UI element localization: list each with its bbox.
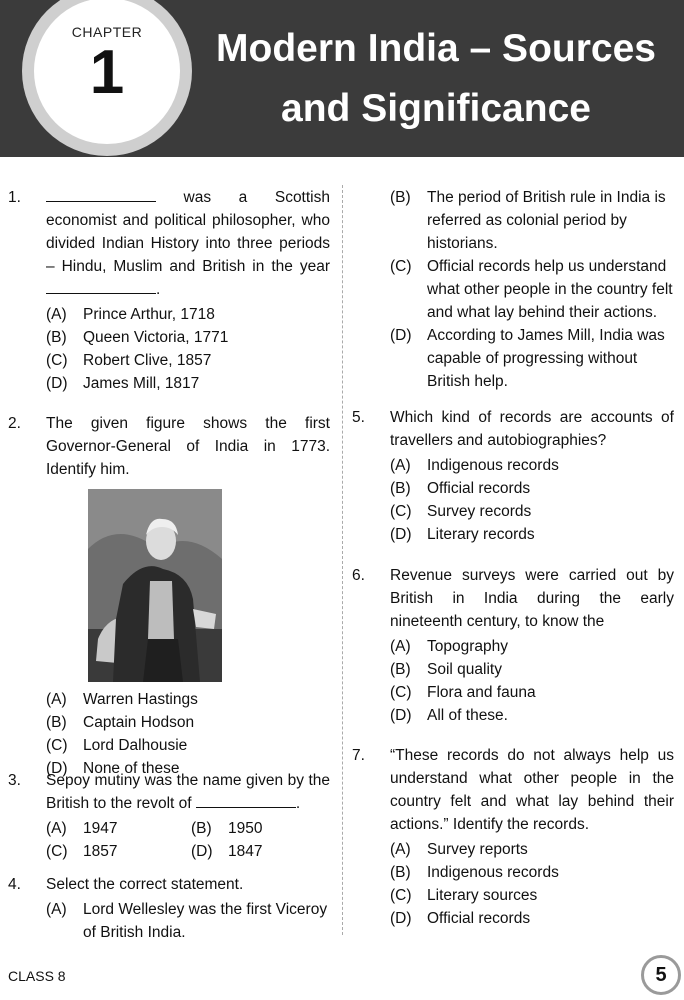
option-b[interactable]	[390, 861, 674, 884]
options-list	[390, 454, 674, 546]
option-text: Official records	[427, 480, 531, 497]
class-label: CLASS 8	[8, 968, 66, 984]
option-d[interactable]	[390, 704, 674, 727]
option-label: (D)	[390, 327, 412, 344]
question-number: 7.	[352, 747, 365, 764]
option-text: Survey reports	[427, 841, 528, 858]
option-label: (C)	[390, 258, 412, 275]
option-text: 1847	[228, 843, 263, 860]
option-label: (A)	[46, 820, 67, 837]
option-a[interactable]	[46, 303, 330, 326]
question-text-end: .	[156, 281, 161, 298]
option-label: (A)	[46, 691, 67, 708]
question-5	[352, 406, 674, 546]
option-text: None of these	[83, 760, 180, 777]
chapter-badge	[34, 0, 180, 144]
option-text: 1950	[228, 820, 263, 837]
option-c[interactable]	[390, 255, 674, 324]
option-a[interactable]	[46, 898, 330, 944]
option-label: (A)	[390, 457, 411, 474]
question-4-continued	[352, 186, 674, 393]
option-text: Soil quality	[427, 661, 502, 678]
option-b[interactable]	[390, 186, 674, 255]
option-d[interactable]	[390, 324, 674, 393]
option-text: Lord Wellesley was the first Viceroy of British India.	[83, 901, 328, 941]
option-text: All of these.	[427, 707, 508, 724]
option-text: Captain Hodson	[83, 714, 195, 731]
question-text-part: Sepoy mutiny was the name given by the British to the revolt of	[46, 772, 330, 812]
option-c[interactable]	[390, 681, 674, 704]
option-label: (B)	[46, 329, 67, 346]
option-text: The period of British rule in India is referred as colonial period by historians.	[427, 189, 666, 252]
option-text: James Mill, 1817	[83, 375, 200, 392]
page-number: 5	[641, 955, 681, 995]
option-text: Survey records	[427, 503, 532, 520]
option-b[interactable]	[390, 658, 674, 681]
option-text: Lord Dalhousie	[83, 737, 188, 754]
question-text: Which kind of records are accounts of travellers and autobiographies?	[390, 409, 674, 449]
option-label: (C)	[390, 887, 412, 904]
option-a[interactable]	[390, 635, 674, 658]
option-text: According to James Mill, India was capable of progressing without British help.	[427, 327, 665, 390]
option-text: Literary records	[427, 526, 535, 543]
question-text: “These records do not always help us understand what other people in the country felt and what lay behind their actions.” Identify the records.	[390, 747, 674, 833]
option-label: (C)	[390, 503, 412, 520]
option-label: (B)	[390, 480, 411, 497]
options-list	[46, 688, 330, 780]
option-label: (A)	[390, 638, 411, 655]
fill-blank	[46, 188, 156, 202]
option-text: Official records	[427, 910, 531, 927]
option-text: Indigenous records	[427, 457, 559, 474]
option-a[interactable]	[390, 454, 674, 477]
option-c[interactable]	[390, 884, 674, 907]
option-text: Literary sources	[427, 887, 538, 904]
option-c[interactable]	[46, 734, 330, 757]
option-b[interactable]	[46, 711, 330, 734]
option-a[interactable]	[46, 688, 330, 711]
option-c[interactable]	[46, 840, 191, 863]
options-list	[46, 303, 330, 395]
option-label: (D)	[46, 375, 68, 392]
option-label: (D)	[390, 910, 412, 927]
option-label: (C)	[390, 684, 412, 701]
question-number: 5.	[352, 409, 365, 426]
option-text: Warren Hastings	[83, 691, 198, 708]
question-text	[46, 769, 330, 815]
option-label: (B)	[46, 714, 67, 731]
option-d[interactable]	[390, 907, 674, 930]
chapter-header	[0, 0, 684, 157]
option-text: Queen Victoria, 1771	[83, 329, 229, 346]
fill-blank	[196, 794, 296, 808]
option-c[interactable]	[390, 500, 674, 523]
chapter-number: 1	[89, 38, 125, 107]
option-label: (C)	[46, 843, 68, 860]
question-4	[8, 873, 330, 944]
question-number: 6.	[352, 567, 365, 584]
option-label: (A)	[46, 901, 67, 918]
option-text: Flora and fauna	[427, 684, 536, 701]
portrait-illustration	[88, 489, 222, 682]
option-label: (D)	[390, 526, 412, 543]
option-label: (B)	[191, 820, 212, 837]
fill-blank	[46, 280, 156, 294]
option-text: Prince Arthur, 1718	[83, 306, 215, 323]
question-number: 4.	[8, 876, 21, 893]
question-text: Select the correct statement.	[46, 876, 244, 893]
chapter-title-line2: and Significance	[281, 87, 591, 130]
option-b[interactable]	[46, 326, 330, 349]
chapter-title-line1: Modern India – Sources	[216, 27, 656, 70]
option-text: 1947	[83, 820, 118, 837]
option-c[interactable]	[46, 349, 330, 372]
governor-general-portrait	[88, 489, 222, 682]
option-label: (B)	[390, 864, 411, 881]
option-d[interactable]	[191, 840, 336, 863]
option-text: Indigenous records	[427, 864, 559, 881]
question-text: The given figure shows the first Governor-General of India in 1773. Identify him.	[46, 415, 330, 478]
option-label: (C)	[46, 737, 68, 754]
chapter-label: CHAPTER	[71, 24, 143, 40]
question-7	[352, 744, 674, 930]
option-label: (C)	[46, 352, 68, 369]
option-b[interactable]	[191, 817, 336, 840]
question-text	[46, 186, 330, 301]
option-label: (B)	[390, 189, 411, 206]
option-text: 1857	[83, 843, 118, 860]
question-number: 1.	[8, 189, 21, 206]
question-number: 3.	[8, 772, 21, 789]
option-d[interactable]	[46, 372, 330, 395]
column-divider	[342, 185, 343, 935]
question-1	[8, 186, 330, 395]
option-a[interactable]	[390, 838, 674, 861]
option-label: (D)	[191, 843, 213, 860]
option-label: (B)	[390, 661, 411, 678]
option-label: (D)	[390, 707, 412, 724]
question-number: 2.	[8, 415, 21, 432]
question-6	[352, 564, 674, 727]
options-grid	[46, 817, 330, 863]
option-a[interactable]	[46, 817, 191, 840]
option-text: Topography	[427, 638, 509, 655]
question-text: Revenue surveys were carried out by British in India during the early nineteenth century, to know the	[390, 567, 674, 630]
options-list	[390, 838, 674, 930]
option-label: (A)	[390, 841, 411, 858]
question-text-part: was a Scottish economist and political philosopher, who divided Indian History into three periods – Hindu, Muslim and British in the year	[46, 189, 330, 275]
options-list	[390, 186, 674, 393]
option-label: (A)	[46, 306, 67, 323]
option-text: Official records help us understand what other people in the country felt and what lay behind their actions.	[427, 258, 673, 321]
option-b[interactable]	[390, 477, 674, 500]
options-list	[46, 898, 330, 944]
options-list	[390, 635, 674, 727]
question-text-end: .	[295, 795, 301, 812]
option-label: (D)	[46, 760, 68, 777]
option-d[interactable]	[390, 523, 674, 546]
question-2	[8, 412, 330, 780]
question-3	[8, 769, 330, 863]
option-text: Robert Clive, 1857	[83, 352, 212, 369]
